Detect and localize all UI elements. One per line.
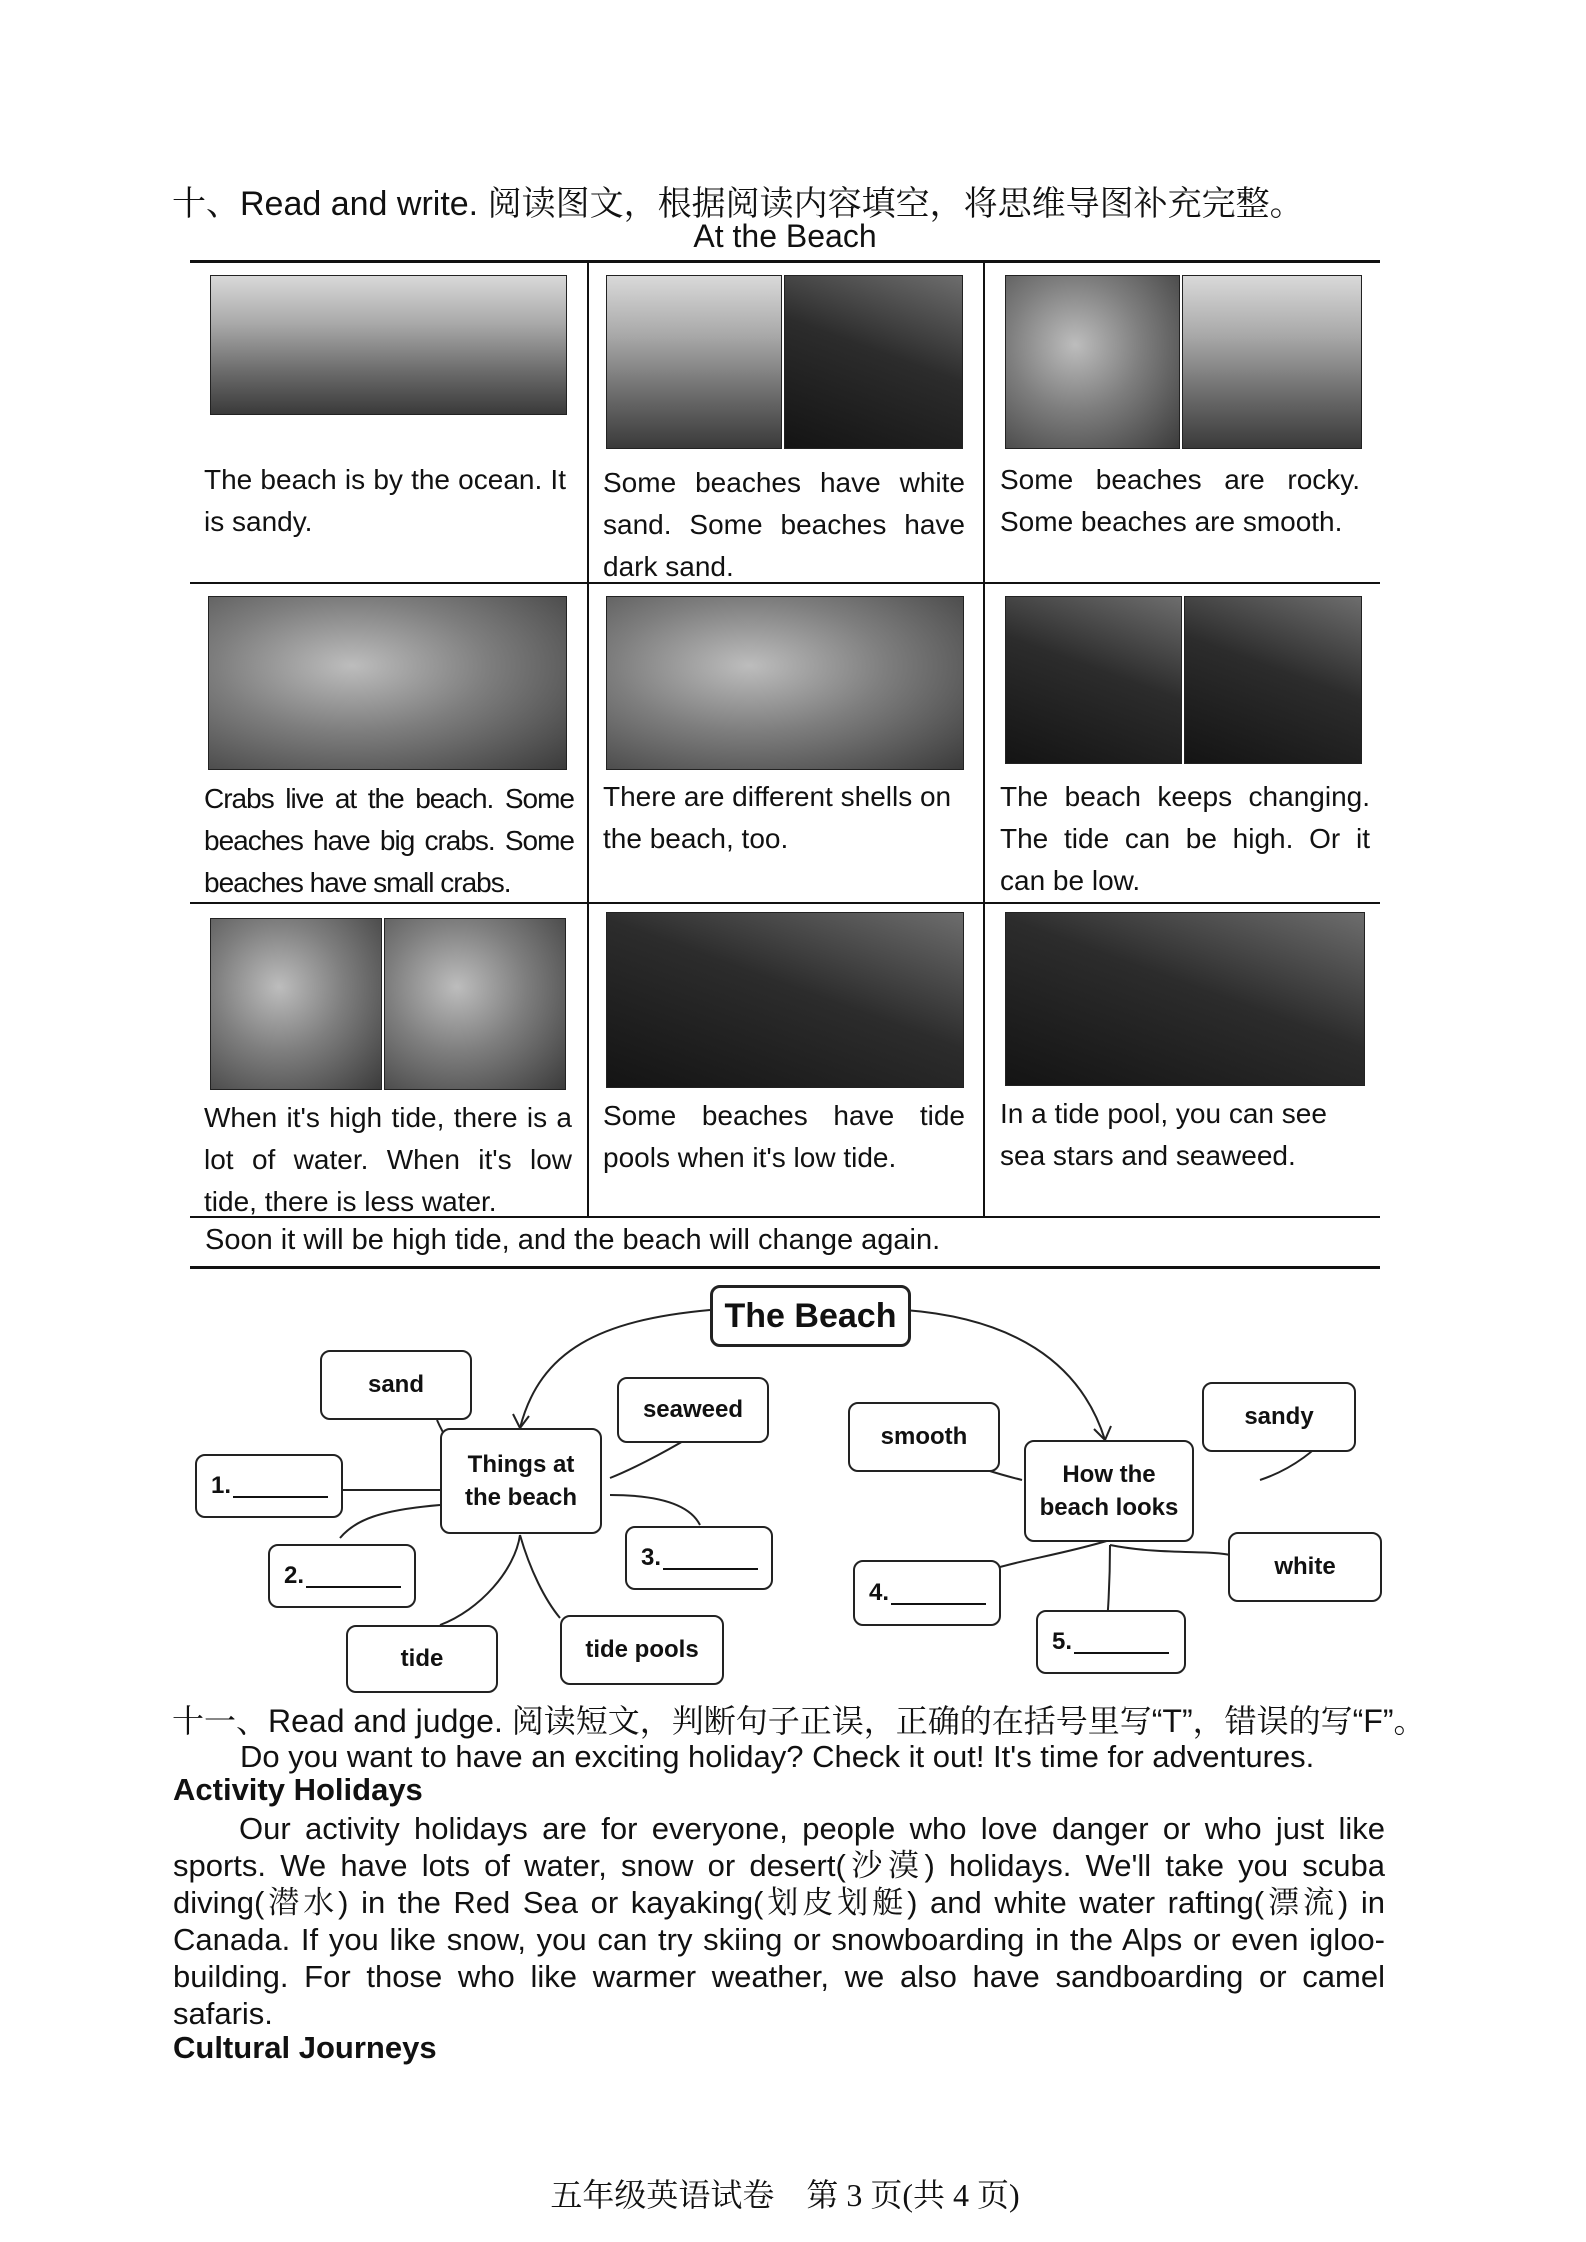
mindmap-blank-1[interactable] [195, 1454, 343, 1518]
mindmap-node-sandy: sandy [1202, 1382, 1356, 1452]
mindmap-blank-5[interactable] [1036, 1610, 1186, 1674]
page-footer: 五年级英语试卷 第 3 页(共 4 页) [550, 2177, 1020, 2213]
cell-text: Some beaches have white sand. Some beaches have dark sand. [603, 467, 965, 582]
section-11-title: 十一、Read and judge. 阅读短文，判断句子正误，正确的在括号里写“T”，错误的写“F”。 [172, 1703, 1426, 1739]
answer-line[interactable] [1074, 1630, 1169, 1654]
blank-number: 3. [641, 1544, 662, 1571]
mindmap-node-tide: tide [346, 1625, 498, 1693]
blank-number: 2. [284, 1562, 305, 1589]
cultural-journeys-heading: Cultural Journeys [173, 2030, 437, 2065]
blank-number: 4. [869, 1579, 890, 1606]
answer-line[interactable] [663, 1546, 758, 1570]
mindmap-node-tide-pools: tide pools [560, 1615, 724, 1685]
blank-number: 5. [1052, 1628, 1073, 1655]
mindmap-node-seaweed: seaweed [617, 1377, 769, 1443]
summary-sentence: Soon it will be high tide, and the beach will change again. [205, 1224, 941, 1256]
mindmap-blank-4[interactable] [853, 1560, 1001, 1626]
answer-line[interactable] [233, 1474, 328, 1498]
mindmap-node-smooth: smooth [848, 1402, 1000, 1472]
cell-text: There are different shells on the beach, too. [603, 781, 952, 854]
activity-holidays-paragraph: Our activity holidays are for everyone, people who love danger or who just like sports. We have lots of water, snow or desert(沙漠) holidays. We'll take you scuba diving(潜水) in the Red Sea or kayaking(划皮划艇) and white water rafting(漂流) in Canada. If you like snow, you can try skiing or snowboarding in the Alps or even igloo-building. For those who like warmer weather, we also have sandboarding or camel safaris. [173, 1811, 1385, 2031]
mindmap-how-the-beach-looks: How the beach looks [1024, 1440, 1194, 1542]
mindmap-blank-2[interactable] [268, 1544, 416, 1608]
cell-text: In a tide pool, you can see sea stars and seaweed. [1000, 1098, 1327, 1171]
cell-text: Some beaches have tide pools when it's low tide. [603, 1100, 965, 1173]
mindmap-things-at-the-beach: Things at the beach [440, 1428, 602, 1534]
reading-title: At the Beach [693, 218, 877, 254]
mindmap-root-the-beach: The Beach [710, 1285, 911, 1347]
section-10-title: 十、Read and write. 阅读图文，根据阅读内容填空，将思维导图补充完整。 [172, 185, 1304, 223]
blank-number: 1. [211, 1472, 232, 1499]
cell-text: When it's high tide, there is a lot of water. When it's low tide, there is less water. [204, 1102, 572, 1217]
cell-text: Crabs live at the beach. Some beaches have big crabs. Some beaches have small crabs. [204, 783, 574, 898]
answer-line[interactable] [306, 1564, 401, 1588]
mindmap-node-sand: sand [320, 1350, 472, 1420]
cell-text: Some beaches are rocky. Some beaches are smooth. [1000, 464, 1360, 537]
cell-text: The beach keeps changing. The tide can be high. Or it can be low. [1000, 781, 1370, 896]
section-11-intro: Do you want to have an exciting holiday? Check it out! It's time for adventures. [240, 1739, 1315, 1774]
cell-text: The beach is by the ocean. It is sandy. [204, 464, 566, 537]
mindmap-node-white: white [1228, 1532, 1382, 1602]
answer-line[interactable] [891, 1581, 986, 1605]
activity-holidays-heading: Activity Holidays [173, 1772, 423, 1807]
mindmap-blank-3[interactable] [625, 1526, 773, 1590]
